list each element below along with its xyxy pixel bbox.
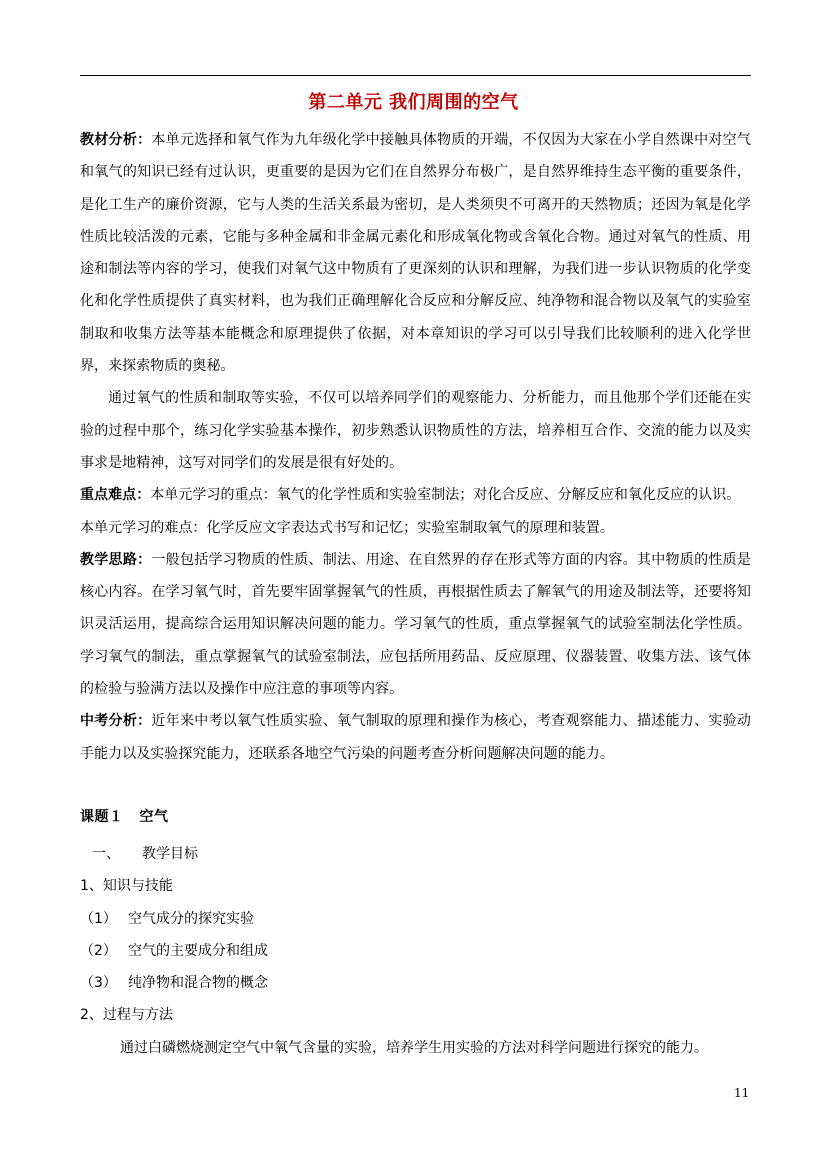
teaching-approach-paragraph xyxy=(80,544,751,705)
lesson-outline xyxy=(80,838,751,1064)
page-title: 第二单元 我们周围的空气 xyxy=(308,92,519,113)
process-method-text: 通过白磷燃烧测定空气中氧气含量的实验，培养学生用实验的方法对科学问题进行探究的能力。 xyxy=(120,1039,708,1056)
objectives-label: 教学目标 xyxy=(142,846,198,862)
exam-analysis-label: 中考分析： xyxy=(80,713,152,730)
analysis-paragraph xyxy=(80,124,751,382)
list-item xyxy=(80,903,751,935)
knowledge-skills-heading: 1、知识与技能 xyxy=(80,878,173,895)
difficulty-paragraph: 本单元学习的难点：化学反应文字表达式书写和记忆；实验室制取氧气的原理和装置。 xyxy=(80,519,614,536)
lesson-name: 空气 xyxy=(139,809,169,825)
process-method-heading: 2、过程与方法 xyxy=(80,1007,173,1024)
objectives-heading xyxy=(80,838,751,870)
exam-analysis-text: 近年来中考以氧气性质实验、氧气制取的原理和操作为核心，考查观察能力、描述能力、实验动手能力以及实验探究能力，还联系各地空气污染的问题考查分析问题解决问题的能力。 xyxy=(80,713,751,762)
lesson-label: 课题１ xyxy=(80,809,124,825)
list-item xyxy=(80,935,751,967)
key-points-paragraph xyxy=(80,479,751,511)
analysis-paragraph-2: 通过氧气的性质和制取等实验，不仅可以培养同学们的观察能力、分析能力，而且他那个学们还能在实验的过程中那个，练习化学实验基本操作，初步熟悉认识物质性的方法，培养相互合作、交流的能力以及实事求是地精神，这写对同学们的发展是很有好处的。 xyxy=(80,390,751,471)
analysis-text: 本单元选择和氧气作为九年级化学中接触具体物质的开端，不仅因为大家在小学自然课中对空气和氧气的知识已经有过认识，更重要的是因为它们在自然界分布极广，是自然界维持生态平衡的重要条件，是化工生产的廉价资源，它与人类的生活关系最为密切，是人类须臾不可离开的天然物质；还因为氧是化学性质比较活泼的元素，它能与多种金属和非金属元素化和形成氧化物或含氧化合物。通过对氧气的性质、用途和制法等内容的学习，使我们对氧气这中物质有了更深刻的认识和理解，为我们进一步认识物质的化学变化和化学性质提供了真实材料，也为我们正确理解化合反应和分解反应、纯净物和混合物以及氧气的实验室制取和收集方法等基本能概念和原理提供了依据，对本章知识的学习可以引导我们比较顺利的进入化学世界，来探索物质的奥秘。 xyxy=(80,132,751,375)
key-points-text: 本单元学习的重点：氧气的化学性质和实验室制法；对化合反应、分解反应和氧化反应的认识。 xyxy=(150,487,741,504)
header-rule xyxy=(80,75,751,76)
lesson-heading xyxy=(80,806,169,826)
teaching-approach-text: 一般包括学习物质的性质、制法、用途、在自然界的存在形式等方面的内容。其中物质的性质是核心内容。在学习氧气时，首先要牢固掌握氧气的性质，再根据性质去了解氧气的用途及制法等，还要将知识灵活运用，提高综合运用知识解决问题的能力。学习氧气的性质，重点掌握氧气的试验室制法化学性质。学习氧气的制法，重点掌握氧气的试验室制法，应包括所用药品、反应原理、仪器装置、收集方法、该气体的检验与验满方法以及操作中应注意的事项等内容。 xyxy=(80,551,751,698)
list-item xyxy=(80,967,751,999)
list-item-text: 空气的主要成分和组成 xyxy=(128,942,268,959)
page-number: 11 xyxy=(734,1086,750,1100)
main-body xyxy=(80,124,751,770)
exam-analysis-paragraph xyxy=(80,705,751,770)
analysis-label: 教材分析： xyxy=(80,132,152,148)
teaching-approach-label: 教学思路： xyxy=(80,551,152,568)
key-points-label: 重点难点： xyxy=(80,487,151,504)
list-item-text: 纯净物和混合物的概念 xyxy=(128,975,268,992)
list-item-number: （3） xyxy=(80,975,117,992)
list-item-number: （1） xyxy=(80,910,117,927)
objectives-number: 一、 xyxy=(92,846,120,862)
list-item-number: （2） xyxy=(80,942,117,959)
list-item-text: 空气成分的探究实验 xyxy=(128,910,254,927)
